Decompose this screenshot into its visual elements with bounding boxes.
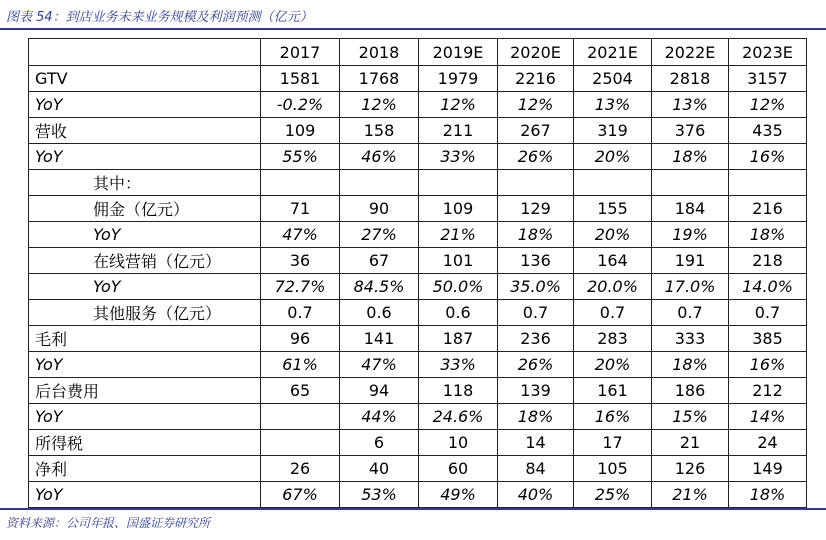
table-cell: 136 bbox=[498, 248, 574, 274]
table-cell: 71 bbox=[261, 196, 340, 222]
header-cell: 2021E bbox=[574, 39, 652, 66]
table-cell: 186 bbox=[652, 378, 729, 404]
table-cell: 40% bbox=[498, 482, 574, 508]
header-cell: 2020E bbox=[498, 39, 574, 66]
table-cell: 20% bbox=[574, 144, 652, 170]
table-row bbox=[29, 378, 807, 404]
table-cell: 21% bbox=[419, 222, 498, 248]
row-label: 后台费用 bbox=[29, 378, 261, 404]
table-cell: 47% bbox=[340, 352, 419, 378]
table-cell: 212 bbox=[729, 378, 807, 404]
table-cell bbox=[261, 170, 340, 196]
table-cell: 236 bbox=[498, 326, 574, 352]
source-note: 资料来源：公司年报、国盛证券研究所 bbox=[6, 516, 211, 530]
table-row bbox=[29, 196, 807, 222]
table-cell: 90 bbox=[340, 196, 419, 222]
table-cell: 12% bbox=[498, 92, 574, 118]
table-row bbox=[29, 66, 807, 92]
table-cell: 18% bbox=[498, 222, 574, 248]
table-cell: 0.7 bbox=[652, 300, 729, 326]
table-row bbox=[29, 404, 807, 430]
table-cell: 26% bbox=[498, 144, 574, 170]
table-cell: 21 bbox=[652, 430, 729, 456]
row-label: 所得税 bbox=[29, 430, 261, 456]
table-cell: 26 bbox=[261, 456, 340, 482]
table-cell: 55% bbox=[261, 144, 340, 170]
table-row bbox=[29, 118, 807, 144]
table-cell: 0.7 bbox=[498, 300, 574, 326]
table-cell: 24.6% bbox=[419, 404, 498, 430]
table-cell: 149 bbox=[729, 456, 807, 482]
table-cell: 16% bbox=[729, 144, 807, 170]
table-cell: 2504 bbox=[574, 66, 652, 92]
table-cell: 33% bbox=[419, 144, 498, 170]
header-cell: 2018 bbox=[340, 39, 419, 66]
table-cell: 216 bbox=[729, 196, 807, 222]
table-cell: 164 bbox=[574, 248, 652, 274]
table-cell: 19% bbox=[652, 222, 729, 248]
table-cell: 0.6 bbox=[340, 300, 419, 326]
table-cell: -0.2% bbox=[261, 92, 340, 118]
table-row bbox=[29, 326, 807, 352]
row-label: GTV bbox=[29, 66, 261, 92]
table-cell: 49% bbox=[419, 482, 498, 508]
row-label: 在线营销（亿元） bbox=[29, 248, 261, 274]
row-label: 其中： bbox=[29, 170, 261, 196]
header-corner-cell bbox=[29, 39, 261, 66]
table-row bbox=[29, 274, 807, 300]
table-cell: 15% bbox=[652, 404, 729, 430]
table-cell: 60 bbox=[419, 456, 498, 482]
table-cell: 3157 bbox=[729, 66, 807, 92]
header-row bbox=[29, 39, 807, 66]
table-cell: 14.0% bbox=[729, 274, 807, 300]
table-cell: 17.0% bbox=[652, 274, 729, 300]
header-cell: 2023E bbox=[729, 39, 807, 66]
table-cell bbox=[340, 170, 419, 196]
table-cell: 24 bbox=[729, 430, 807, 456]
table-row bbox=[29, 456, 807, 482]
table-cell: 2216 bbox=[498, 66, 574, 92]
table-cell: 376 bbox=[652, 118, 729, 144]
table-row bbox=[29, 144, 807, 170]
table-cell: 35.0% bbox=[498, 274, 574, 300]
table-cell: 109 bbox=[261, 118, 340, 144]
table-cell: 12% bbox=[729, 92, 807, 118]
table-cell: 139 bbox=[498, 378, 574, 404]
row-label: YoY bbox=[29, 482, 261, 508]
table-cell: 67 bbox=[340, 248, 419, 274]
table-cell: 18% bbox=[652, 144, 729, 170]
table-cell: 13% bbox=[574, 92, 652, 118]
table-cell: 18% bbox=[729, 222, 807, 248]
row-label: 净利 bbox=[29, 456, 261, 482]
table-cell: 67% bbox=[261, 482, 340, 508]
table-cell: 27% bbox=[340, 222, 419, 248]
table-cell: 17 bbox=[574, 430, 652, 456]
table-cell: 40 bbox=[340, 456, 419, 482]
row-label: 其他服务（亿元） bbox=[29, 300, 261, 326]
table-cell: 0.7 bbox=[261, 300, 340, 326]
row-label: 佣金（亿元） bbox=[29, 196, 261, 222]
table-cell: 12% bbox=[340, 92, 419, 118]
header-cell: 2022E bbox=[652, 39, 729, 66]
table-cell: 72.7% bbox=[261, 274, 340, 300]
caption-rule bbox=[0, 28, 826, 30]
table-cell: 0.6 bbox=[419, 300, 498, 326]
table-cell: 20% bbox=[574, 222, 652, 248]
table-cell: 0.7 bbox=[574, 300, 652, 326]
row-label: YoY bbox=[29, 404, 261, 430]
table-cell: 118 bbox=[419, 378, 498, 404]
table-cell bbox=[729, 170, 807, 196]
row-label: YoY bbox=[29, 352, 261, 378]
row-label: YoY bbox=[29, 144, 261, 170]
table-cell: 1581 bbox=[261, 66, 340, 92]
table-cell: 84.5% bbox=[340, 274, 419, 300]
table-cell: 53% bbox=[340, 482, 419, 508]
table-cell: 36 bbox=[261, 248, 340, 274]
table-cell: 155 bbox=[574, 196, 652, 222]
table-cell: 105 bbox=[574, 456, 652, 482]
table-cell: 16% bbox=[574, 404, 652, 430]
table-cell bbox=[574, 170, 652, 196]
table-cell: 20.0% bbox=[574, 274, 652, 300]
table-cell: 129 bbox=[498, 196, 574, 222]
table-cell: 18% bbox=[498, 404, 574, 430]
table-cell: 33% bbox=[419, 352, 498, 378]
table-cell: 26% bbox=[498, 352, 574, 378]
table-cell: 13% bbox=[652, 92, 729, 118]
table-cell: 158 bbox=[340, 118, 419, 144]
table-cell: 319 bbox=[574, 118, 652, 144]
table-cell: 0.7 bbox=[729, 300, 807, 326]
table-cell: 25% bbox=[574, 482, 652, 508]
table-cell: 435 bbox=[729, 118, 807, 144]
table-cell: 44% bbox=[340, 404, 419, 430]
row-label: YoY bbox=[29, 222, 261, 248]
table-cell: 267 bbox=[498, 118, 574, 144]
table-cell: 21% bbox=[652, 482, 729, 508]
table-cell: 10 bbox=[419, 430, 498, 456]
table-row bbox=[29, 352, 807, 378]
table-row bbox=[29, 430, 807, 456]
table-cell: 187 bbox=[419, 326, 498, 352]
table-cell: 14% bbox=[729, 404, 807, 430]
table-cell: 12% bbox=[419, 92, 498, 118]
table-row bbox=[29, 248, 807, 274]
table-cell: 101 bbox=[419, 248, 498, 274]
table-row bbox=[29, 482, 807, 508]
table-cell: 50.0% bbox=[419, 274, 498, 300]
figure-caption: 图表 54：到店业务未来业务规模及利润预测（亿元） bbox=[6, 10, 313, 25]
header-cell: 2017 bbox=[261, 39, 340, 66]
table-cell bbox=[419, 170, 498, 196]
table-body bbox=[29, 39, 807, 508]
table-cell: 18% bbox=[729, 482, 807, 508]
table-cell: 96 bbox=[261, 326, 340, 352]
table-cell: 84 bbox=[498, 456, 574, 482]
table-row bbox=[29, 92, 807, 118]
table-cell: 46% bbox=[340, 144, 419, 170]
row-label: YoY bbox=[29, 92, 261, 118]
table-cell: 1768 bbox=[340, 66, 419, 92]
table-cell: 65 bbox=[261, 378, 340, 404]
row-label: YoY bbox=[29, 274, 261, 300]
table-cell bbox=[261, 404, 340, 430]
header-cell: 2019E bbox=[419, 39, 498, 66]
table-cell: 2818 bbox=[652, 66, 729, 92]
table-cell: 191 bbox=[652, 248, 729, 274]
row-label: 营收 bbox=[29, 118, 261, 144]
table-cell: 18% bbox=[652, 352, 729, 378]
table-cell: 126 bbox=[652, 456, 729, 482]
table-cell: 6 bbox=[340, 430, 419, 456]
table-cell: 161 bbox=[574, 378, 652, 404]
table-cell: 16% bbox=[729, 352, 807, 378]
table-cell: 109 bbox=[419, 196, 498, 222]
row-label: 毛利 bbox=[29, 326, 261, 352]
table-row bbox=[29, 170, 807, 196]
table-cell bbox=[498, 170, 574, 196]
table-cell: 94 bbox=[340, 378, 419, 404]
table-cell: 333 bbox=[652, 326, 729, 352]
source-rule bbox=[0, 508, 826, 510]
table-row bbox=[29, 300, 807, 326]
table-cell: 61% bbox=[261, 352, 340, 378]
table-cell: 283 bbox=[574, 326, 652, 352]
table-cell: 385 bbox=[729, 326, 807, 352]
table-cell: 184 bbox=[652, 196, 729, 222]
table-row bbox=[29, 222, 807, 248]
table-cell: 20% bbox=[574, 352, 652, 378]
table-cell: 47% bbox=[261, 222, 340, 248]
forecast-table bbox=[28, 38, 807, 508]
table-cell: 211 bbox=[419, 118, 498, 144]
table-cell: 141 bbox=[340, 326, 419, 352]
table-cell bbox=[261, 430, 340, 456]
table-cell: 1979 bbox=[419, 66, 498, 92]
table-cell: 14 bbox=[498, 430, 574, 456]
table-cell: 218 bbox=[729, 248, 807, 274]
table-cell bbox=[652, 170, 729, 196]
